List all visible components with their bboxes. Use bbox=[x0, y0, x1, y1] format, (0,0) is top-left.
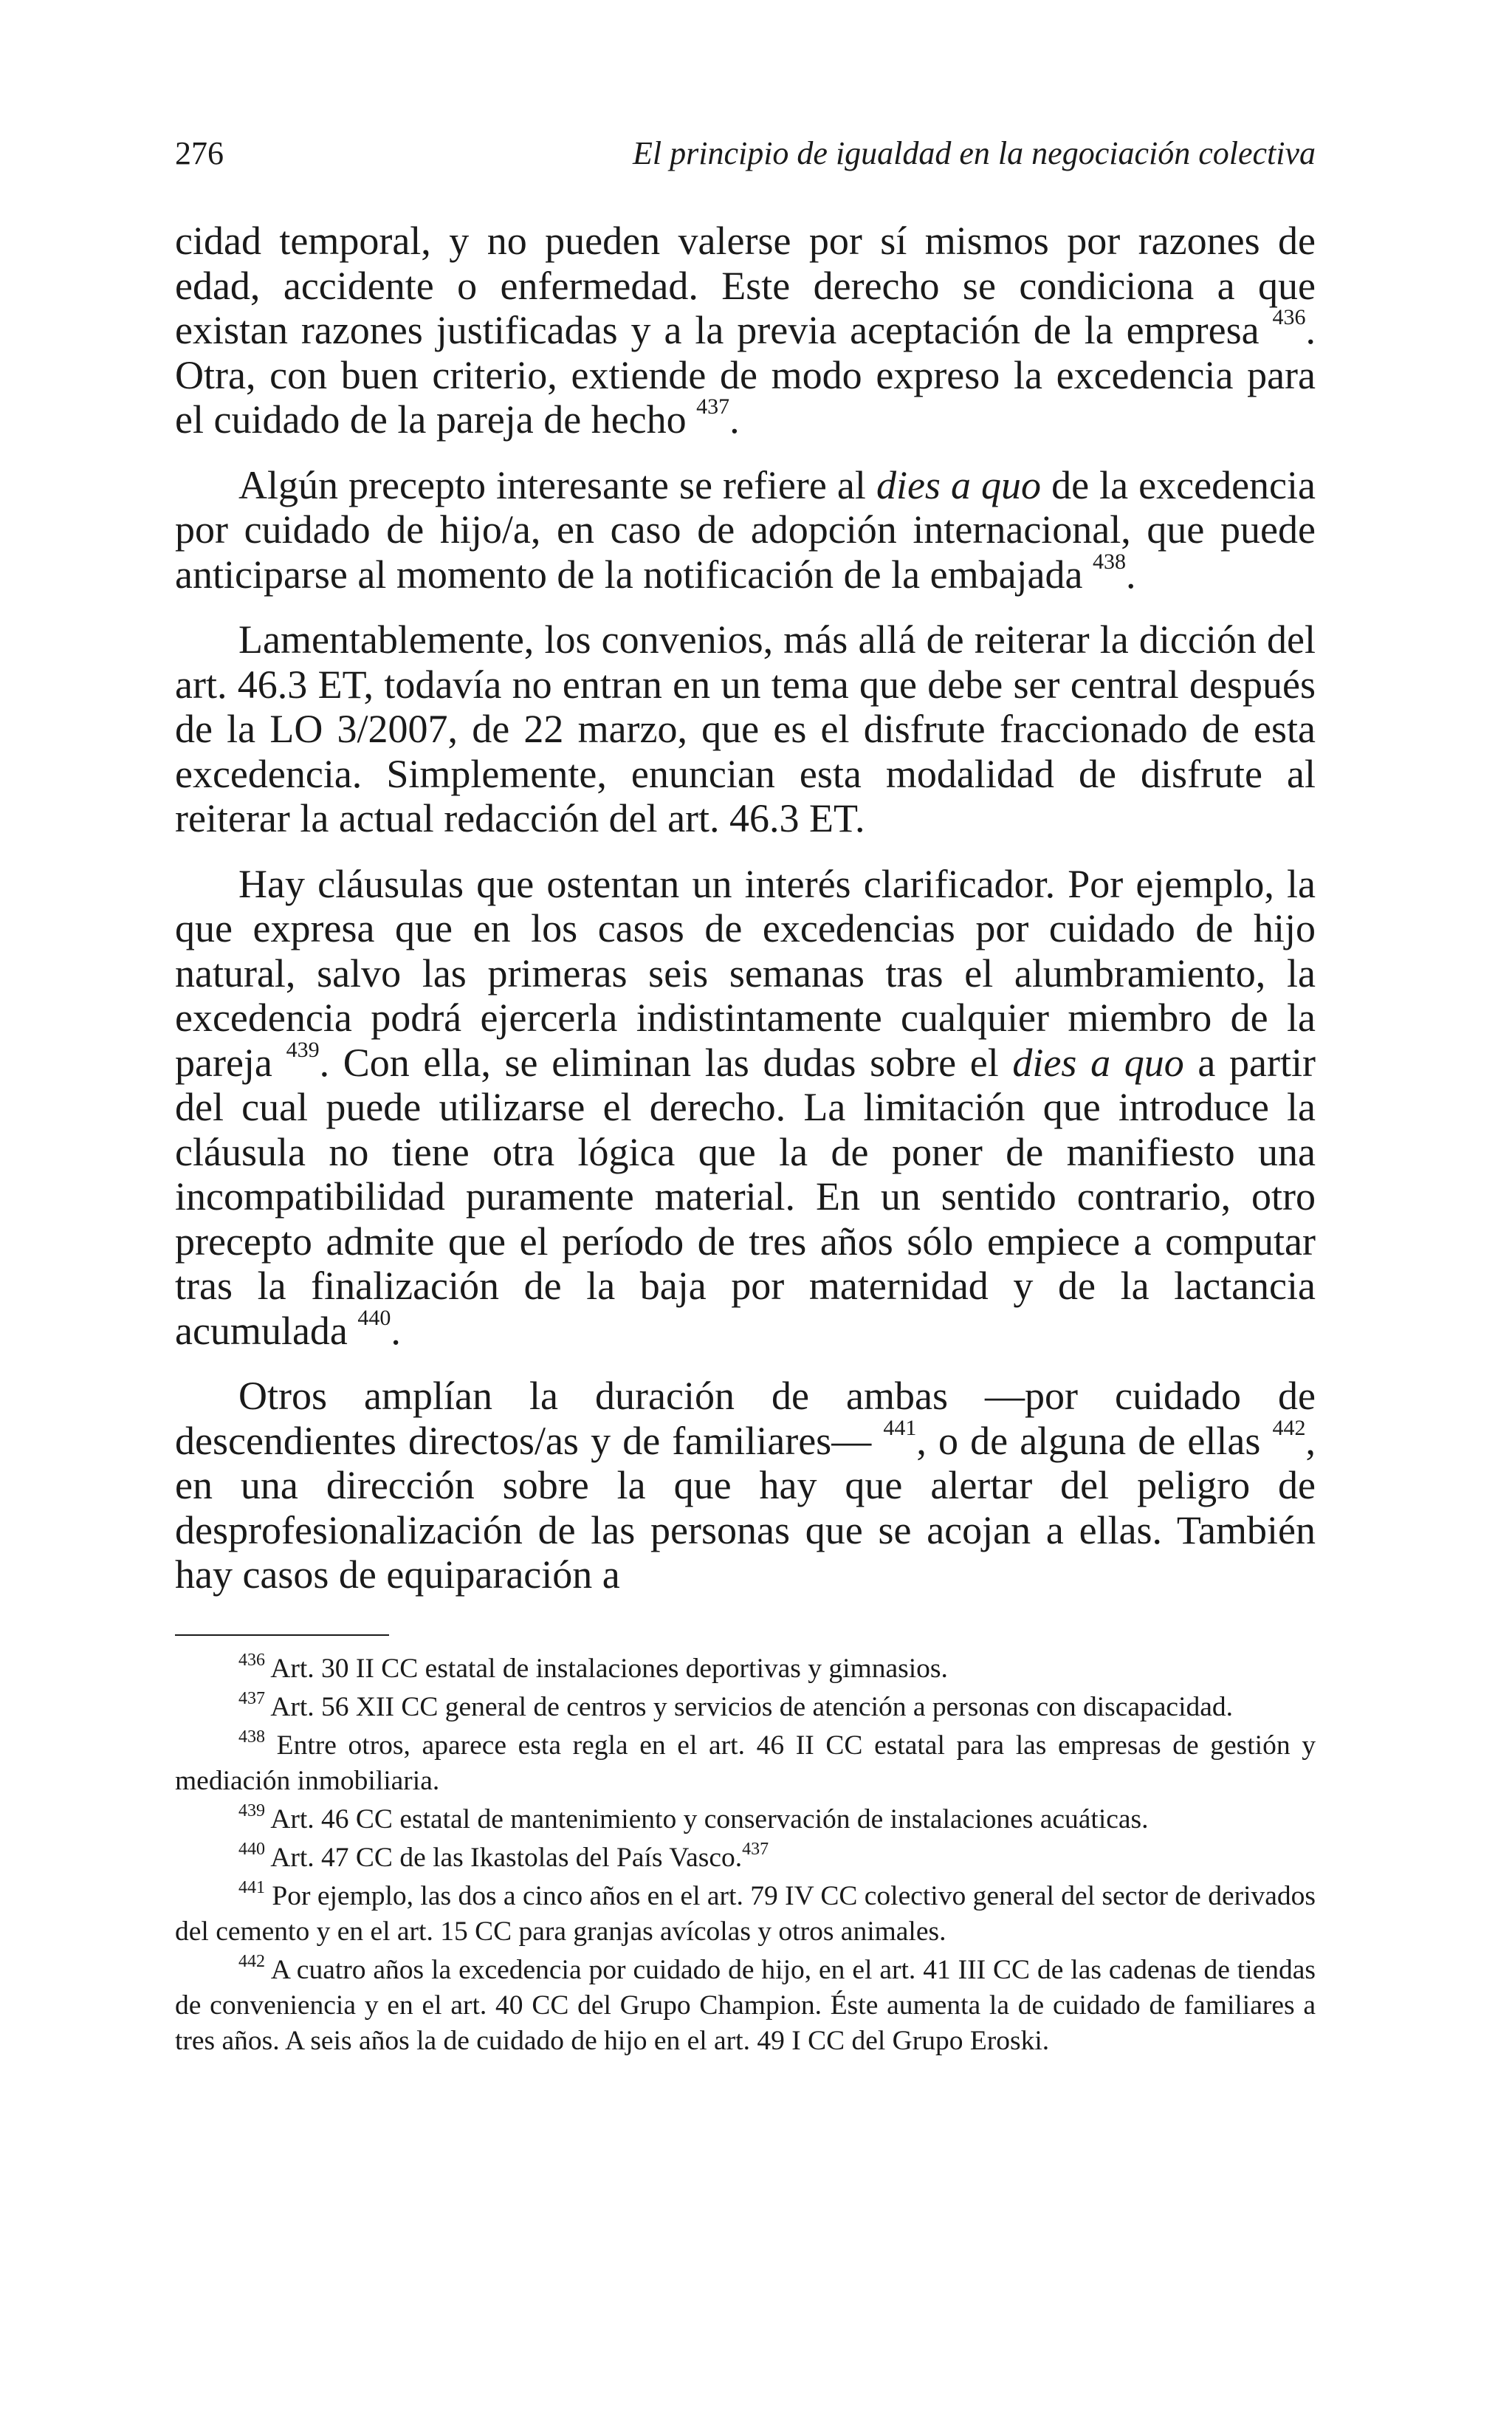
footnote-text: Art. 30 II CC estatal de instalaciones deportivas y gimnasios. bbox=[265, 1654, 948, 1684]
paragraph-4-text-4: . bbox=[391, 1308, 401, 1353]
paragraph-2 bbox=[175, 463, 1316, 597]
footnote-ref-441[interactable]: 441 bbox=[883, 1415, 917, 1440]
footnote-trailing-ref: 437 bbox=[742, 1840, 769, 1859]
footnote-separator bbox=[175, 1634, 389, 1636]
paragraph-1-text-1: cidad temporal, y no pueden valerse por sí mismos por razones de edad, accidente o enfermedad. Este derecho se condiciona a que existan razones justificadas y a la previa aceptación de la empresa bbox=[175, 219, 1316, 352]
footnote-text: Por ejemplo, las dos a cinco años en el art. 79 IV CC colectivo general del sector de derivados del cemento y en el art. 15 CC para granjas avícolas y otros animales. bbox=[175, 1881, 1316, 1947]
footnote-ref-440[interactable]: 440 bbox=[357, 1305, 391, 1330]
footnote-ref-439[interactable]: 439 bbox=[286, 1037, 320, 1062]
paragraph-3 bbox=[175, 617, 1316, 841]
footnote-437 bbox=[175, 1690, 1316, 1725]
paragraph-2-text-2: de la excedencia por cuidado de hijo/a, en caso de adopción internacional, que puede anticiparse al momento de la notificación de la embajada bbox=[175, 462, 1316, 597]
footnote-number: 442 bbox=[238, 1952, 265, 1971]
paragraph-4-text-2: . Con ella, se eliminan las dudas sobre el bbox=[319, 1040, 1013, 1085]
footnote-text: Art. 47 CC de las Ikastolas del País Vasco. bbox=[265, 1843, 743, 1873]
footnote-438 bbox=[175, 1728, 1316, 1799]
paragraph-2-text-1: Algún precepto interesante se refiere al bbox=[238, 462, 876, 507]
footnote-436 bbox=[175, 1651, 1316, 1687]
footnote-text: Art. 46 CC estatal de mantenimiento y conservación de instalaciones acuáticas. bbox=[265, 1804, 1149, 1834]
footnote-number: 439 bbox=[238, 1801, 265, 1820]
footnote-number: 437 bbox=[238, 1689, 265, 1708]
page bbox=[175, 133, 1316, 1618]
footnote-text: Entre otros, aparece esta regla en el art. 46 II CC estatal para las empresas de gestión y mediación inmobiliaria. bbox=[175, 1730, 1316, 1796]
paragraph-4-text-3: a partir del cual puede utilizarse el derecho. La limitación que introduce la cláusula no tiene otra lógica que la de poner de manifiesto una incompatibilidad puramente material. En un sentido contrario, otro precepto admite que el período de tres años sólo empiece a computar tras la finalización de la baja por maternidad y de la lactancia acumulada bbox=[175, 1040, 1316, 1353]
footnote-440 bbox=[175, 1840, 1316, 1876]
footnote-number: 436 bbox=[238, 1651, 265, 1670]
footnote-text: A cuatro años la excedencia por cuidado de hijo, en el art. 41 III CC de las cadenas de tiendas de conveniencia y en el art. 40 CC del Grupo Champion. Éste aumenta la de cuidado de familiares a tres años. A seis años la de cuidado de hijo en el art. 49 I CC del Grupo Eroski. bbox=[175, 1955, 1316, 2056]
running-title: El principio de igualdad en la negociación colectiva bbox=[633, 135, 1316, 171]
footnote-ref-436[interactable]: 436 bbox=[1272, 305, 1306, 329]
footnote-number: 438 bbox=[238, 1727, 265, 1747]
footnotes bbox=[175, 1651, 1316, 2062]
paragraph-5-text-1: Otros amplían la duración de ambas —por cuidado de descendientes directos/as y de familiares— bbox=[175, 1374, 1316, 1463]
paragraph-1-text-2: . Otra, con buen criterio, extiende de modo expreso la excedencia para el cuidado de la pareja de hecho bbox=[175, 308, 1316, 442]
page-number: 276 bbox=[175, 135, 224, 171]
paragraph-1 bbox=[175, 219, 1316, 442]
body-text bbox=[175, 219, 1316, 1597]
footnote-ref-442[interactable]: 442 bbox=[1272, 1415, 1306, 1440]
footnote-439 bbox=[175, 1802, 1316, 1837]
paragraph-5 bbox=[175, 1374, 1316, 1597]
footnote-number: 441 bbox=[238, 1878, 265, 1897]
paragraph-5-text-2: , o de alguna de ellas bbox=[916, 1418, 1273, 1463]
paragraph-4 bbox=[175, 862, 1316, 1354]
paragraph-4-italic-1: dies a quo bbox=[1012, 1040, 1184, 1085]
footnote-ref-438[interactable]: 438 bbox=[1092, 549, 1126, 574]
footnote-text: Art. 56 XII CC general de centros y servicios de atención a personas con discapacidad. bbox=[265, 1692, 1234, 1722]
footnote-441 bbox=[175, 1879, 1316, 1950]
paragraph-5-text-3: , en una dirección sobre la que hay que alertar del peligro de desprofesionalización de las personas que se acojan a ellas. También hay casos de equiparación a bbox=[175, 1418, 1316, 1597]
paragraph-2-italic-1: dies a quo bbox=[876, 462, 1042, 507]
footnote-ref-437[interactable]: 437 bbox=[696, 394, 730, 419]
footnote-442 bbox=[175, 1953, 1316, 2059]
footnote-number: 440 bbox=[238, 1840, 265, 1859]
paragraph-1-text-3: . bbox=[729, 397, 740, 442]
running-header bbox=[175, 133, 1316, 174]
paragraph-4-text-1: Hay cláusulas que ostentan un interés clarificador. Por ejemplo, la que expresa que en los casos de excedencias por cuidado de hijo natural, salvo las primeras seis semanas tras el alumbramiento, la excedencia podrá ejercerla indistintamente cualquier miembro de la pareja bbox=[175, 861, 1316, 1085]
paragraph-3-text-1: Lamentablemente, los convenios, más allá de reiterar la dicción del art. 46.3 ET, todavía no entran en un tema que debe ser central después de la LO 3/2007, de 22 marzo, que es el disfrute fraccionado de esta excedencia. Simplemente, enuncian esta modalidad de disfrute al reiterar la actual redacción del art. 46.3 ET. bbox=[175, 617, 1316, 840]
paragraph-2-text-3: . bbox=[1125, 552, 1136, 597]
